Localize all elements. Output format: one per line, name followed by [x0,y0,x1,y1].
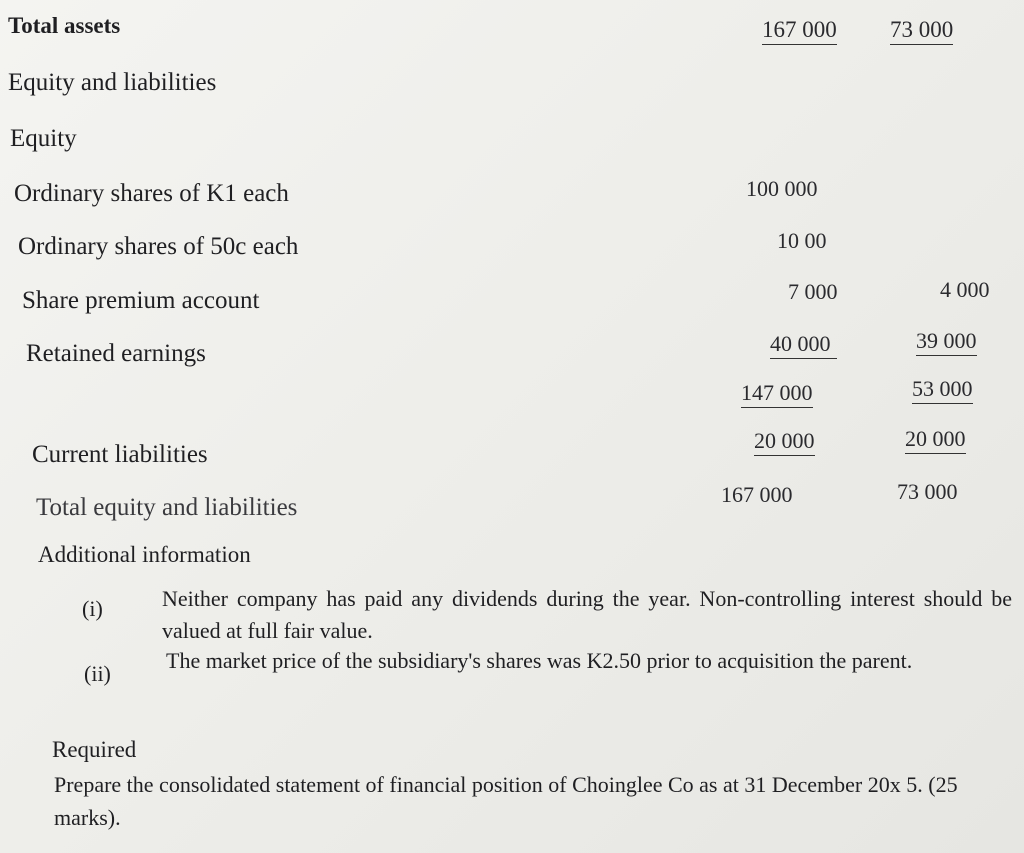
current-liabilities-label: Current liabilities [32,441,208,468]
additional-info-heading: Additional information [38,542,251,567]
total-assets-label: Total assets [8,13,121,38]
equity-subtotal-col1: 147 000 [741,382,813,408]
ordinary-shares-50c-label: Ordinary shares of 50c each [18,233,299,260]
note-2-marker: (ii) [84,661,111,686]
equity-heading: Equity [10,125,77,152]
total-equity-liabilities-label: Total equity and liabilities [36,494,298,521]
current-liabilities-col1: 20 000 [754,430,815,456]
equity-and-liabilities-heading: Equity and liabilities [8,69,217,96]
total-assets-col2: 73 000 [890,18,953,45]
total-equity-liabilities-col2: 73 000 [897,479,958,504]
note-1-marker: (i) [82,596,103,621]
current-liabilities-col2: 20 000 [905,428,966,454]
total-assets-col1: 167 000 [762,18,837,45]
ordinary-shares-k1-label: Ordinary shares of K1 each [14,180,289,207]
required-heading: Required [52,737,137,762]
note-1-text: Neither company has paid any dividends during the year. Non-controlling interest should be valued at full fair value. [162,586,1012,643]
note-2-text: The market price of the subsidiary's shares was K2.50 prior to acquisition the parent. [166,648,913,673]
retained-earnings-col2: 39 000 [916,330,977,356]
total-equity-liabilities-col1: 167 000 [721,482,793,507]
share-premium-col1: 7 000 [788,279,838,304]
ordinary-shares-50c-col1: 10 00 [777,228,827,253]
equity-subtotal-col2: 53 000 [912,378,973,404]
retained-earnings-label: Retained earnings [26,340,206,367]
required-text: Prepare the consolidated statement of financial position of Choinglee Co as at 31 December 20x 5. (25 marks). [54,772,958,830]
share-premium-label: Share premium account [22,287,260,314]
ordinary-shares-k1-col1: 100 000 [746,176,818,201]
share-premium-col2: 4 000 [940,277,990,302]
retained-earnings-col1: 40 000 [770,333,837,359]
